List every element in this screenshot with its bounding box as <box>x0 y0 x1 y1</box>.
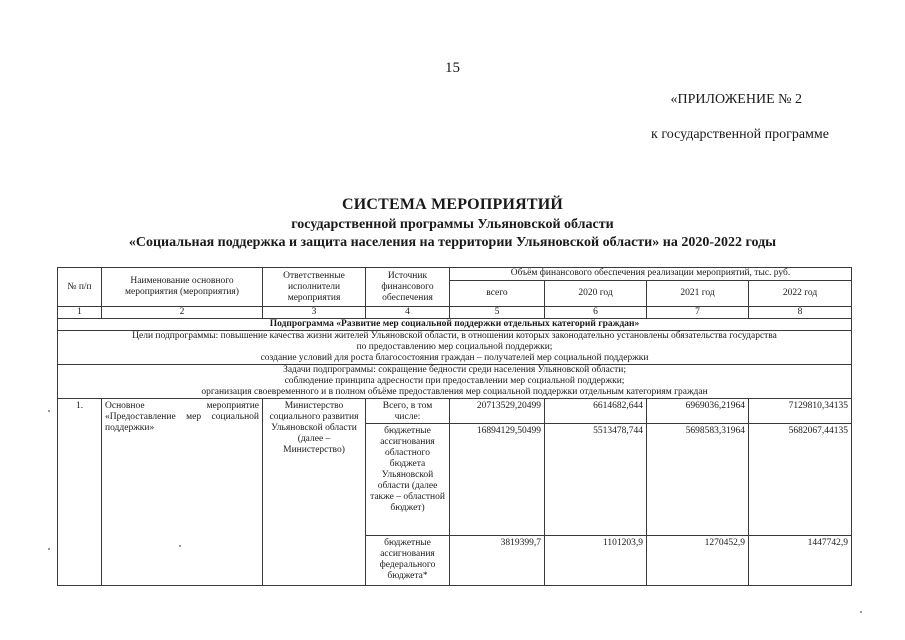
page-number: 15 <box>445 60 460 76</box>
tasks-line: соблюдение принципа адресности при предоставлении мер социальной поддержки; <box>284 376 625 386</box>
table-row <box>58 399 852 424</box>
subprogram-row <box>58 319 852 331</box>
header-num: № п/п <box>58 268 102 307</box>
row-total: 3819399,7 <box>450 536 545 586</box>
document-title: СИСТЕМА МЕРОПРИЯТИЙ <box>341 196 564 213</box>
subprogram-title: Подпрограмма «Развитие мер социальной поддержки отдельных категорий граждан» <box>58 319 852 331</box>
row-2020: 1101203,9 <box>545 536 647 586</box>
scan-speck <box>179 545 181 547</box>
row-source: Всего, в том числе: <box>366 399 450 424</box>
document-subtitle-1: государственной программы Ульяновской области <box>291 217 614 232</box>
row-total: 20713529,20499 <box>450 399 545 424</box>
row-2022: 1447742,9 <box>749 536 852 586</box>
scan-speck <box>48 410 50 412</box>
row-num: 1. <box>58 399 102 586</box>
tasks-cell <box>58 365 852 399</box>
scan-speck <box>48 548 50 550</box>
row-2022: 7129810,34135 <box>749 399 852 424</box>
row-source: бюджетные ассигнования областного бюджета Ульяновской области (далее также – областной бюджет) <box>366 424 450 536</box>
row-2021: 5698583,31964 <box>647 424 749 536</box>
col-number: 6 <box>545 307 647 319</box>
row-source: бюджетные ассигнования федерального бюджета* <box>366 536 450 586</box>
tasks-line: Задачи подпрограммы: сокращение бедности среди населения Ульяновской области; <box>283 365 626 375</box>
col-number: 5 <box>450 307 545 319</box>
row-exec: Министерство социального развития Ульяновской области (далее – Министерство) <box>263 399 366 586</box>
header-2020: 2020 год <box>545 281 647 307</box>
measures-table <box>57 267 852 586</box>
col-number: 1 <box>58 307 102 319</box>
header-2021: 2021 год <box>647 281 749 307</box>
row-total: 16894129,50499 <box>450 424 545 536</box>
document-subtitle-2: «Социальная поддержка и защита населения на территории Ульяновской области» на 2020-2022 годы <box>128 235 777 250</box>
column-number-row <box>58 307 852 319</box>
goals-line: создание условий для роста благосостояния граждан – получателей мер социальной поддержки <box>260 353 649 363</box>
header-volume: Объём финансового обеспечения реализации мероприятий, тыс. руб. <box>450 268 852 281</box>
appendix-subtitle: к государственной программе <box>651 127 829 142</box>
row-2022: 5682067,44135 <box>749 424 852 536</box>
header-2022: 2022 год <box>749 281 852 307</box>
goals-cell <box>58 331 852 365</box>
col-number: 2 <box>102 307 263 319</box>
goals-row <box>58 331 852 365</box>
appendix-label: «ПРИЛОЖЕНИЕ № 2 <box>670 92 802 107</box>
header-source: Источник финансового обеспечения <box>366 268 450 307</box>
scan-speck <box>860 611 862 613</box>
header-row-1 <box>58 268 852 281</box>
row-2020: 6614682,644 <box>545 399 647 424</box>
col-number: 7 <box>647 307 749 319</box>
col-number: 4 <box>366 307 450 319</box>
tasks-line: организация своевременного и в полном объёме предоставления мер социальной поддержки отдельным категориям граждан <box>201 387 708 397</box>
goals-line: по предоставлению мер социальной поддержки; <box>356 342 553 352</box>
col-number: 8 <box>749 307 852 319</box>
row-2021: 6969036,21964 <box>647 399 749 424</box>
header-exec: Ответственные исполнители мероприятия <box>263 268 366 307</box>
row-2021: 1270452,9 <box>647 536 749 586</box>
header-total: всего <box>450 281 545 307</box>
goals-line: Цели подпрограммы: повышение качества жизни жителей Ульяновской области, в отношении которых законодательно установлены обязательства государства <box>132 331 777 341</box>
tasks-row <box>58 365 852 399</box>
row-2020: 5513478,744 <box>545 424 647 536</box>
col-number: 3 <box>263 307 366 319</box>
row-name: Основное мероприятие «Предоставление мер социальной поддержки» <box>102 399 263 586</box>
header-name: Наименование основного мероприятия (мероприятия) <box>102 268 263 307</box>
